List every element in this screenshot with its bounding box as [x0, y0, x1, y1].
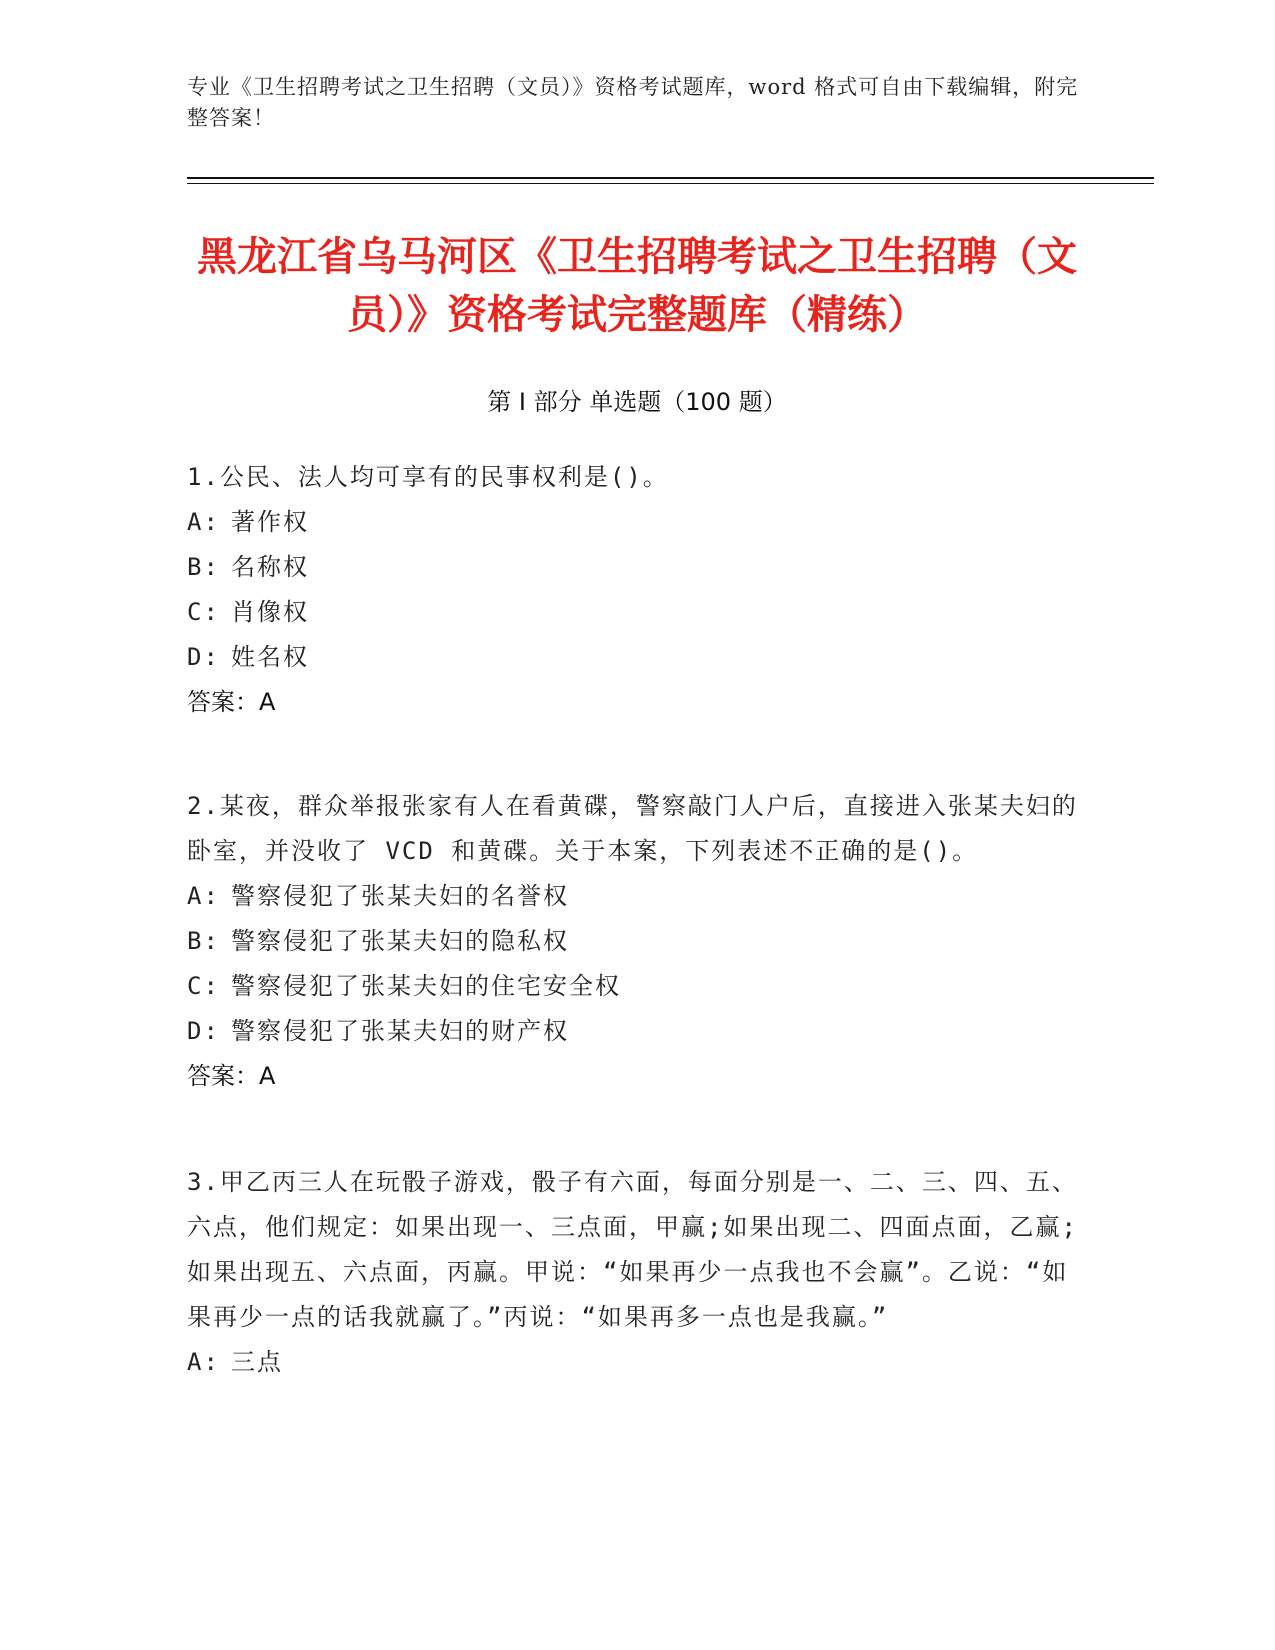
- option-a: [187, 1340, 1087, 1385]
- option-letter: B:: [187, 927, 220, 955]
- document-title: 黑龙江省乌马河区《卫生招聘考试之卫生招聘（文员）》资格考试完整题库（精练）: [197, 234, 1077, 338]
- option-text: 肖像权: [231, 598, 309, 626]
- answer: 答案：A: [187, 1062, 276, 1090]
- section-title: 第 I 部分 单选题（100 题）: [487, 388, 787, 416]
- option-a: [187, 874, 1087, 919]
- option-text: 名称权: [231, 553, 309, 581]
- header-rule-thin: [187, 183, 1154, 184]
- option-letter: A:: [187, 508, 220, 536]
- option-b: [187, 545, 1087, 590]
- option-c: [187, 590, 1087, 635]
- question-stem: 1.公民、法人均可享有的民事权利是()。: [187, 463, 669, 491]
- option-text: 警察侵犯了张某夫妇的住宅安全权: [231, 972, 621, 1000]
- option-text: 姓名权: [231, 643, 309, 671]
- option-d: [187, 635, 1087, 680]
- option-text: 警察侵犯了张某夫妇的财产权: [231, 1017, 569, 1045]
- question-1: [187, 455, 1087, 725]
- answer: 答案：A: [187, 688, 276, 716]
- option-text: 三点: [231, 1348, 283, 1376]
- option-letter: D:: [187, 643, 220, 671]
- question-stem: 2.某夜，群众举报张家有人在看黄碟，警察敲门人户后，直接进入张某夫妇的卧室，并没收了 VCD 和黄碟。关于本案，下列表述不正确的是()。: [187, 792, 1078, 865]
- option-d: [187, 1009, 1087, 1054]
- option-letter: A:: [187, 1348, 220, 1376]
- option-text: 警察侵犯了张某夫妇的隐私权: [231, 927, 569, 955]
- option-text: 警察侵犯了张某夫妇的名誉权: [231, 882, 569, 910]
- question-2: [187, 784, 1087, 1099]
- option-letter: C:: [187, 972, 220, 1000]
- option-text: 著作权: [231, 508, 309, 536]
- option-a: [187, 500, 1087, 545]
- option-b: [187, 919, 1087, 964]
- option-letter: B:: [187, 553, 220, 581]
- question-3: [187, 1160, 1087, 1385]
- option-letter: D:: [187, 1017, 220, 1045]
- header-note: 专业《卫生招聘考试之卫生招聘（文员）》资格考试题库，word 格式可自由下载编辑，附完整答案！: [187, 75, 1079, 130]
- option-letter: A:: [187, 882, 220, 910]
- option-c: [187, 964, 1087, 1009]
- option-letter: C:: [187, 598, 220, 626]
- question-stem: 3.甲乙丙三人在玩骰子游戏，骰子有六面，每面分别是一、二、三、四、五、六点，他们规定：如果出现一、三点面，甲赢;如果出现二、四面点面，乙赢;如果出现五、六点面，丙赢。甲说：“如果再少一点我也不会赢”。乙说：“如果再少一点的话我就赢了。”丙说：“如果再多一点也是我赢。”: [187, 1168, 1078, 1331]
- header-rule-thick: [187, 177, 1154, 179]
